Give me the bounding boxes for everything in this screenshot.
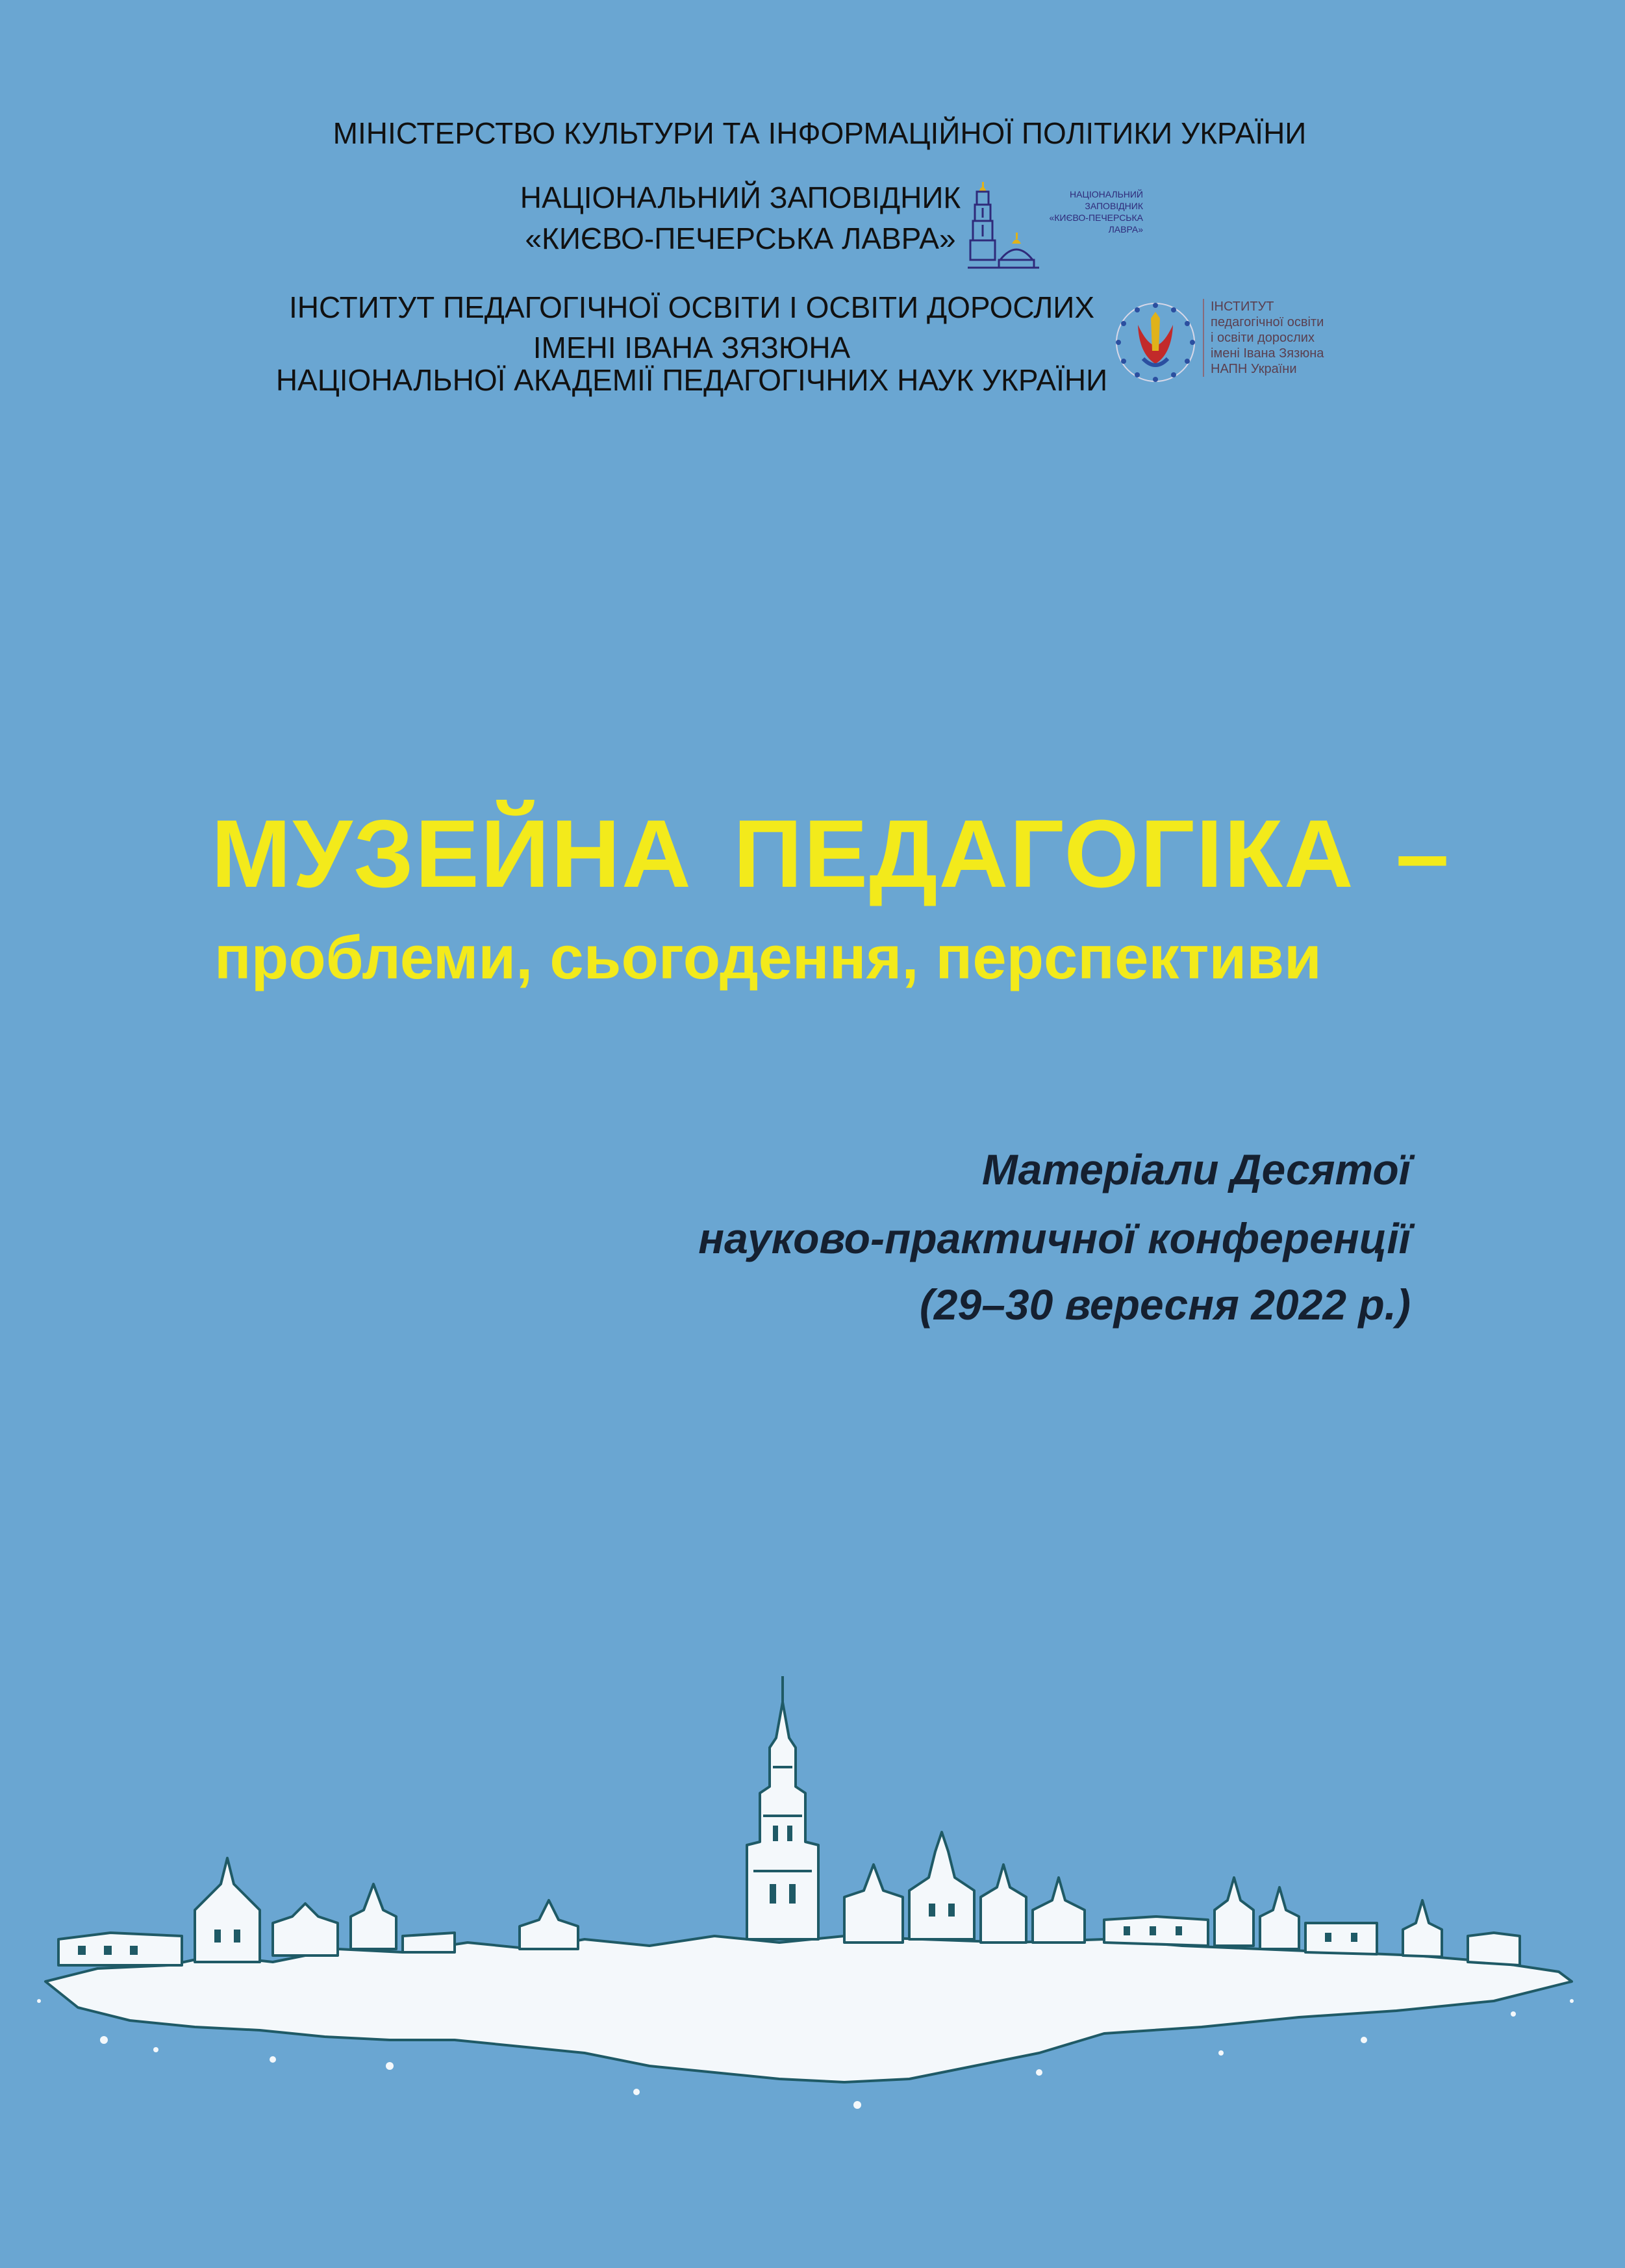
- materials-line1: Матеріали Десятої: [981, 1145, 1411, 1193]
- conference-dates: (29–30 вересня 2022 р.): [919, 1281, 1411, 1329]
- cover-subtitle: проблеми, сьогодення, перспективи: [214, 923, 1322, 991]
- ministry-name: МІНІСТЕРСТВО КУЛЬТУРИ ТА ІНФОРМАЦІЙНОЇ ПОЛІТИКИ УКРАЇНИ: [333, 116, 1307, 150]
- institute-name-line2: ІМЕНІ ІВАНА ЗЯЗЮНА: [533, 331, 851, 364]
- institute-name-line1: ІНСТИТУТ ПЕДАГОГІЧНОЇ ОСВІТИ І ОСВІТИ ДОРОСЛИХ: [288, 290, 1095, 324]
- institute-logo-caption: ІНСТИТУТ педагогічної освіти і освіти дорослих імені Івана Зязюна НАПН України: [1203, 299, 1324, 377]
- institute-name-line3: НАЦІОНАЛЬНОЇ АКАДЕМІЇ ПЕДАГОГІЧНИХ НАУК УКРАЇНИ: [275, 363, 1108, 397]
- lavra-logo-icon: [963, 156, 1047, 273]
- institute-logo-icon: [1112, 299, 1199, 386]
- lavra-logo-caption: НАЦІОНАЛЬНИЙ ЗАПОВІДНИК «КИЄВО-ПЕЧЕРСЬКА ЛАВРА»: [1049, 189, 1143, 235]
- lavra-skyline-illustration: [0, 1676, 1625, 2144]
- reserve-name-line2: «КИЄВО-ПЕЧЕРСЬКА ЛАВРА»: [525, 222, 956, 255]
- materials-line2: науково-практичної конференції: [698, 1214, 1411, 1262]
- reserve-name-line1: НАЦІОНАЛЬНИЙ ЗАПОВІДНИК: [520, 181, 961, 214]
- cover-title: МУЗЕЙНА ПЕДАГОГІКА –: [211, 800, 1451, 908]
